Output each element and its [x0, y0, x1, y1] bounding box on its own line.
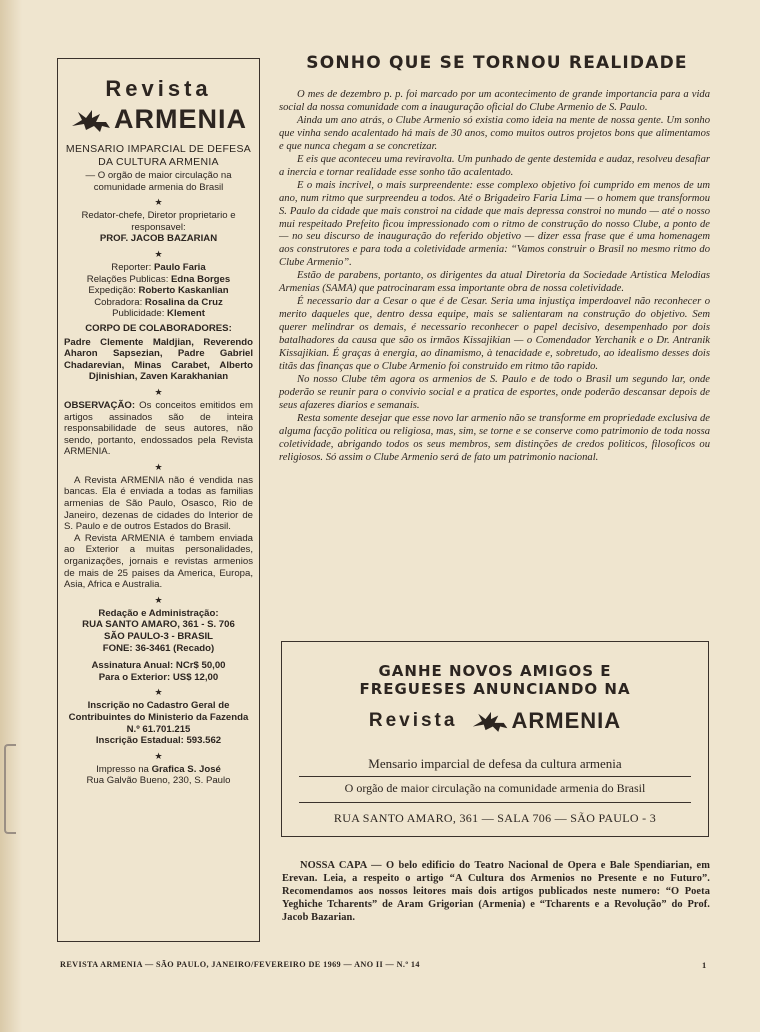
article-paragraph: E o mais incrivel, o mais surpreendente: esse complexo objetivo foi cumprido em menos de um ano, num ritmo que surpreendeu a todos. Até o Brigadeiro Faria Lima — o homem que transformou S. Paulo da cidade que mais constroi na cidade que mais depressa constroi no mundo — até o nosso mui respeitado Prefeito ficou impressionado com o ritmo de construção do nosso Clube, a ponto de — no seu discurso de inauguração do referido objetivo — dizer essa frase que é uma homenagem aos construtores e para toda a coletividade armenia: “Vamos construir o Brasil no mesmo ritmo do Clube Armenio”. — [279, 179, 710, 269]
sidebar-logo — [64, 103, 253, 137]
observation-text: Os conceitos emitidos em artigos assinados são de inteira responsabilidade de seus autores, não sendo, portanto, endossados pela Revista ARMENIA. — [64, 399, 254, 458]
ad-mensario: Mensario imparcial de defesa da cultura armenia — [368, 756, 622, 771]
star-divider: ★ — [154, 386, 163, 397]
page-number: 1 — [702, 960, 707, 970]
masthead-sidebar — [57, 58, 260, 942]
advertisement-box — [281, 641, 709, 837]
star-divider: ★ — [154, 750, 163, 761]
article-paragraph: É necessario dar a Cesar o que é de Cesar. Seria uma injustiça imperdoavel não reconhecer o merito daqueles que, dentro dessa equipe, mais se salientaram na construção do objetivo. Sem querer melindrar os demais, é necessario reconhecer o papel decisivo, desempenhado por dois batalhadores da causa que são os irmãos Kissajikian — o Comendador Yerchanik e o Dr. Antranik Kissajikian. É graças à energia, ao dinamismo, à tenacidade e, sobretudo, ao idealismo desses dois titãs das finanças que o Clube Armenio foi construido em ritmo tão rapido. — [279, 296, 710, 373]
staff-row — [64, 297, 253, 309]
ad-orgao: O orgão de maior circulação na comunidade armenia do Brasil — [344, 781, 646, 795]
ad-logo — [282, 708, 708, 734]
article-paragraph: Ainda um ano atrás, o Clube Armenio só existia como ideia na mente de nossa gente. Um sonho que vinha sendo acalentado há mais de 30 anos, como muitos outros projetos bons que alimentamos e que nunca chegam a se concretizar. — [279, 114, 710, 152]
cover-note — [282, 859, 710, 924]
page-footer: REVISTA ARMENIA — SÃO PAULO, JANEIRO/FEVEREIRO DE 1969 — ANO II — N.º 14 — [60, 960, 420, 969]
tax-registry: Inscrição no Cadastro Geral de Contribuintes do Ministerio da Fazenda N.º 61.701.215 — [68, 700, 249, 735]
article-paragraph: Estão de parabens, portanto, os dirigentes da atual Diretoria da Sociedade Artistica Melodias Armenias (SAMA) que patrocinaram essa importante obra de nossa coletividade. — [279, 270, 710, 295]
printed-at — [64, 764, 253, 776]
collaborators-names: Padre Clemente Maldjian, Reverendo Aharon Sapsezian, Padre Gabriel Chadarevian, Minas Carabet, Alberto Djinishian, Zaven Karakhanian — [64, 336, 253, 383]
cover-note-lead: NOSSA CAPA — [300, 860, 367, 871]
ad-logo-top: Revista — [368, 710, 458, 731]
staff-list — [64, 262, 253, 320]
star-divider: ★ — [154, 248, 163, 259]
article-paragraph: E eis que aconteceu uma reviravolta. Um punhado de gente destemida e audaz, resolveu desafiar a inercia e tornar realidade esse sonho tão acalentado. — [279, 153, 710, 178]
state-registry: Inscrição Estadual: 593.562 — [95, 735, 222, 747]
ad-headline-line-1: GANHE NOVOS AMIGOS E — [378, 662, 612, 680]
staple — [4, 744, 16, 834]
distribution-abroad: A Revista ARMENIA é tambem enviada ao Exterior a muitas personalidades, organizações, jornais e revistas armenios de mais de 25 paises da America, Europa, Asia, Africa e Australia. — [64, 532, 253, 591]
article-title: SONHO QUE SE TORNOU REALIDADE — [306, 53, 688, 73]
staff-row — [64, 285, 253, 297]
sidebar-subtitle: MENSARIO IMPARCIAL DE DEFESA DA CULTURA ARMENIA — [65, 143, 252, 168]
article-paragraph: No nosso Clube têm agora os armenios de S. Paulo e de todo o Brasil um segundo lar, onde poderão se reunir para o convivio social e a pratica de esportes, onde poderão descansar depois de seus afazeres diarios e semanais. — [279, 373, 710, 411]
staff-row — [64, 308, 253, 320]
ad-logo-bottom: ARMENIA — [511, 708, 622, 733]
staff-row — [64, 262, 253, 274]
subscription-abroad: Para o Exterior: US$ 12,00 — [98, 671, 219, 683]
staff-role: Expedição: — [88, 285, 136, 297]
staff-name: Paulo Faria — [153, 261, 206, 273]
star-divider: ★ — [154, 197, 163, 208]
sidebar-logo-bottom: ARMENIA — [114, 104, 247, 135]
winged-horse-icon — [70, 106, 114, 134]
article-paragraph: O mes de dezembro p. p. foi marcado por um acontecimento de grande importancia para a vida social da nossa comunidade com a inauguração oficial do Clube Armenio de S. Paulo. — [279, 89, 710, 113]
article-paragraph: Resta somente desejar que esse novo lar armenio não se transforme em propriedade exclusiva de alguma facção politica ou religiosa, mas, sim, se torne e se conserve como patrimonio de toda nossa coletividade, abrigando todos os seus membros, sem distinções de credos politicos, filosoficos ou religiosos. Só assim o Clube Armenio será de fato um patrimonio nacional. — [279, 412, 710, 463]
winged-horse-icon — [471, 708, 511, 734]
printer-name: Grafica S. José — [151, 763, 221, 775]
ad-divider — [299, 802, 691, 803]
admin-label: Redação e Administração: — [98, 607, 219, 619]
staff-name: Rosalina da Cruz — [144, 296, 223, 308]
phone: FONE: 36-3461 (Recado) — [102, 642, 215, 654]
staff-row — [64, 274, 253, 286]
staff-role: Cobradora: — [94, 296, 143, 308]
ad-divider — [299, 776, 691, 777]
address-line-1: RUA SANTO AMARO, 361 - S. 706 — [82, 619, 235, 631]
staff-name: Edna Borges — [171, 273, 231, 285]
editor-name: PROF. JACOB BAZARIAN — [99, 233, 218, 245]
observation — [64, 400, 253, 458]
staff-name: Klement — [167, 308, 205, 320]
ad-address: RUA SANTO AMARO, 361 — SALA 706 — SÃO PAULO - 3 — [333, 811, 657, 825]
editor-role: Redator-chefe, Diretor proprietario e responsavel: — [81, 210, 236, 233]
staff-role: Publicidade: — [112, 308, 165, 320]
printer-address: Rua Galvão Bueno, 230, S. Paulo — [86, 775, 231, 787]
article-body — [279, 89, 710, 465]
printed-at-label: Impresso na — [96, 763, 149, 775]
subscription-annual: Assinatura Anual: NCr$ 50,00 — [91, 660, 226, 672]
staff-role: Reporter: — [111, 261, 152, 273]
distribution-national: A Revista ARMENIA não é vendida nas bancas. Ela é enviada a todas as familias armenias de São Paulo, Osasco, Rio de Janeiro, dezenas de cidades do Interior de S. Paulo e de outros Estados do Brasil. — [64, 474, 253, 533]
ad-headline — [282, 662, 708, 698]
ad-headline-line-2: FREGUESES ANUNCIANDO NA — [359, 680, 631, 698]
star-divider: ★ — [154, 594, 163, 605]
address-line-2: SÃO PAULO-3 - BRASIL — [103, 631, 214, 642]
star-divider: ★ — [154, 687, 163, 698]
page-edge — [0, 0, 22, 1032]
star-divider: ★ — [154, 461, 163, 472]
cover-note-text: — O belo edificio do Teatro Nacional de Opera e Bale Spendiarian, em Erevan. Leia, a respeito o artigo “A Cultura dos Armenios no Presente e no Futuro”. Recomendamos aos nossos leitores mais dois artigos publicados neste numero: “O Poeta Yeghiche Tcharents” de Aram Grigorian (Armenia) e “Tcharents e a Revolução” do Prof. Jacob Bazarian. — [282, 860, 711, 924]
sidebar-intro: — O orgão de maior circulação na comunidade armenia do Brasil — [85, 170, 232, 193]
staff-role: Relações Publicas: — [86, 273, 169, 285]
observation-label: OBSERVAÇÃO: — [64, 399, 136, 411]
sidebar-logo-top: Revista — [105, 76, 212, 101]
collaborators-heading: CORPO DE COLABORADORES: — [85, 322, 232, 334]
staff-name: Roberto Kaskanlian — [138, 285, 229, 297]
